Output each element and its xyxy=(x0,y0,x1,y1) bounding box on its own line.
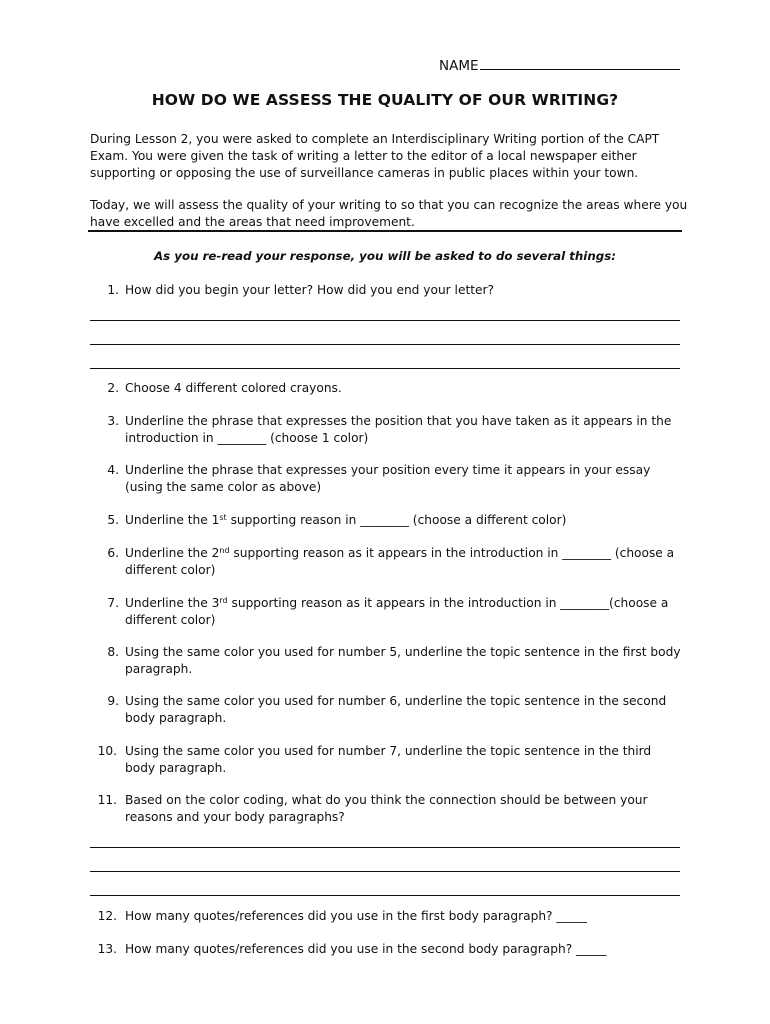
name-blank[interactable] xyxy=(480,55,680,70)
question-number: 11. xyxy=(97,793,117,807)
question-6 xyxy=(95,545,685,579)
question-text: Using the same color you used for number 6, underline the topic sentence in the second body paragraph. xyxy=(125,694,667,725)
question-text: Underline the phrase that expresses the position that you have taken as it appears in the introduction in ________ (choose 1 color) xyxy=(125,414,672,445)
question-number: 13. xyxy=(97,942,117,956)
question-number: 6. xyxy=(107,546,119,560)
question-5 xyxy=(95,512,685,529)
answer-line[interactable] xyxy=(90,871,680,872)
question-number: 10. xyxy=(97,744,117,758)
question-text: How did you begin your letter? How did you end your letter? xyxy=(125,283,494,297)
question-11 xyxy=(95,792,685,826)
question-text: Underline the 2nd supporting reason as it appears in the introduction in ________ (choose a different color) xyxy=(125,546,675,577)
name-field[interactable] xyxy=(439,55,680,74)
answer-line[interactable] xyxy=(90,895,680,896)
question-number: 9. xyxy=(107,694,119,708)
question-4 xyxy=(95,462,685,496)
question-text: How many quotes/references did you use in the first body paragraph? _____ xyxy=(125,909,587,923)
question-12 xyxy=(95,908,685,925)
question-number: 1. xyxy=(107,283,119,297)
question-text: How many quotes/references did you use in the second body paragraph? _____ xyxy=(125,942,607,956)
name-label: NAME xyxy=(439,58,479,74)
question-text: Underline the 3rd supporting reason as it appears in the introduction in ________(choose a different color) xyxy=(125,596,669,627)
page-title: HOW DO WE ASSESS THE QUALITY OF OUR WRITING? xyxy=(151,91,619,109)
question-text: Choose 4 different colored crayons. xyxy=(125,381,342,395)
question-text: Based on the color coding, what do you think the connection should be between your reasons and your body paragraphs? xyxy=(125,793,648,824)
answer-line[interactable] xyxy=(90,320,680,321)
question-number: 12. xyxy=(97,909,117,923)
answer-line[interactable] xyxy=(90,847,680,848)
question-7 xyxy=(95,595,685,629)
question-text: Using the same color you used for number 7, underline the topic sentence in the third body paragraph. xyxy=(125,744,652,775)
question-number: 8. xyxy=(107,645,119,659)
question-text: Underline the 1st supporting reason in ________ (choose a different color) xyxy=(125,513,567,527)
question-number: 2. xyxy=(107,381,119,395)
question-number: 3. xyxy=(107,414,119,428)
question-text: Using the same color you used for number 5, underline the topic sentence in the first body paragraph. xyxy=(125,645,681,676)
section-divider xyxy=(88,230,682,232)
question-text: Underline the phrase that expresses your position every time it appears in your essay (using the same color as above) xyxy=(125,463,651,494)
intro-paragraph-2: Today, we will assess the quality of your writing to so that you can recognize the areas where you have excelled and the areas that need improvement. xyxy=(90,198,688,229)
question-2 xyxy=(95,380,685,397)
question-8 xyxy=(95,644,685,678)
question-number: 4. xyxy=(107,463,119,477)
intro-paragraph-1: During Lesson 2, you were asked to complete an Interdisciplinary Writing portion of the CAPT Exam. You were given the task of writing a letter to the editor of a local newspaper either supporting or opposing the use of surveillance cameras in public places within your town. xyxy=(90,132,660,180)
question-number: 5. xyxy=(107,513,119,527)
question-3 xyxy=(95,413,685,447)
question-9 xyxy=(95,693,685,727)
question-number: 7. xyxy=(107,596,119,610)
answer-line[interactable] xyxy=(90,368,680,369)
answer-line[interactable] xyxy=(90,344,680,345)
question-1 xyxy=(95,282,685,299)
instructions-subheading: As you re-read your response, you will be asked to do several things: xyxy=(154,249,616,263)
question-10 xyxy=(95,743,685,777)
question-13 xyxy=(95,941,685,958)
intro-text xyxy=(90,131,690,246)
